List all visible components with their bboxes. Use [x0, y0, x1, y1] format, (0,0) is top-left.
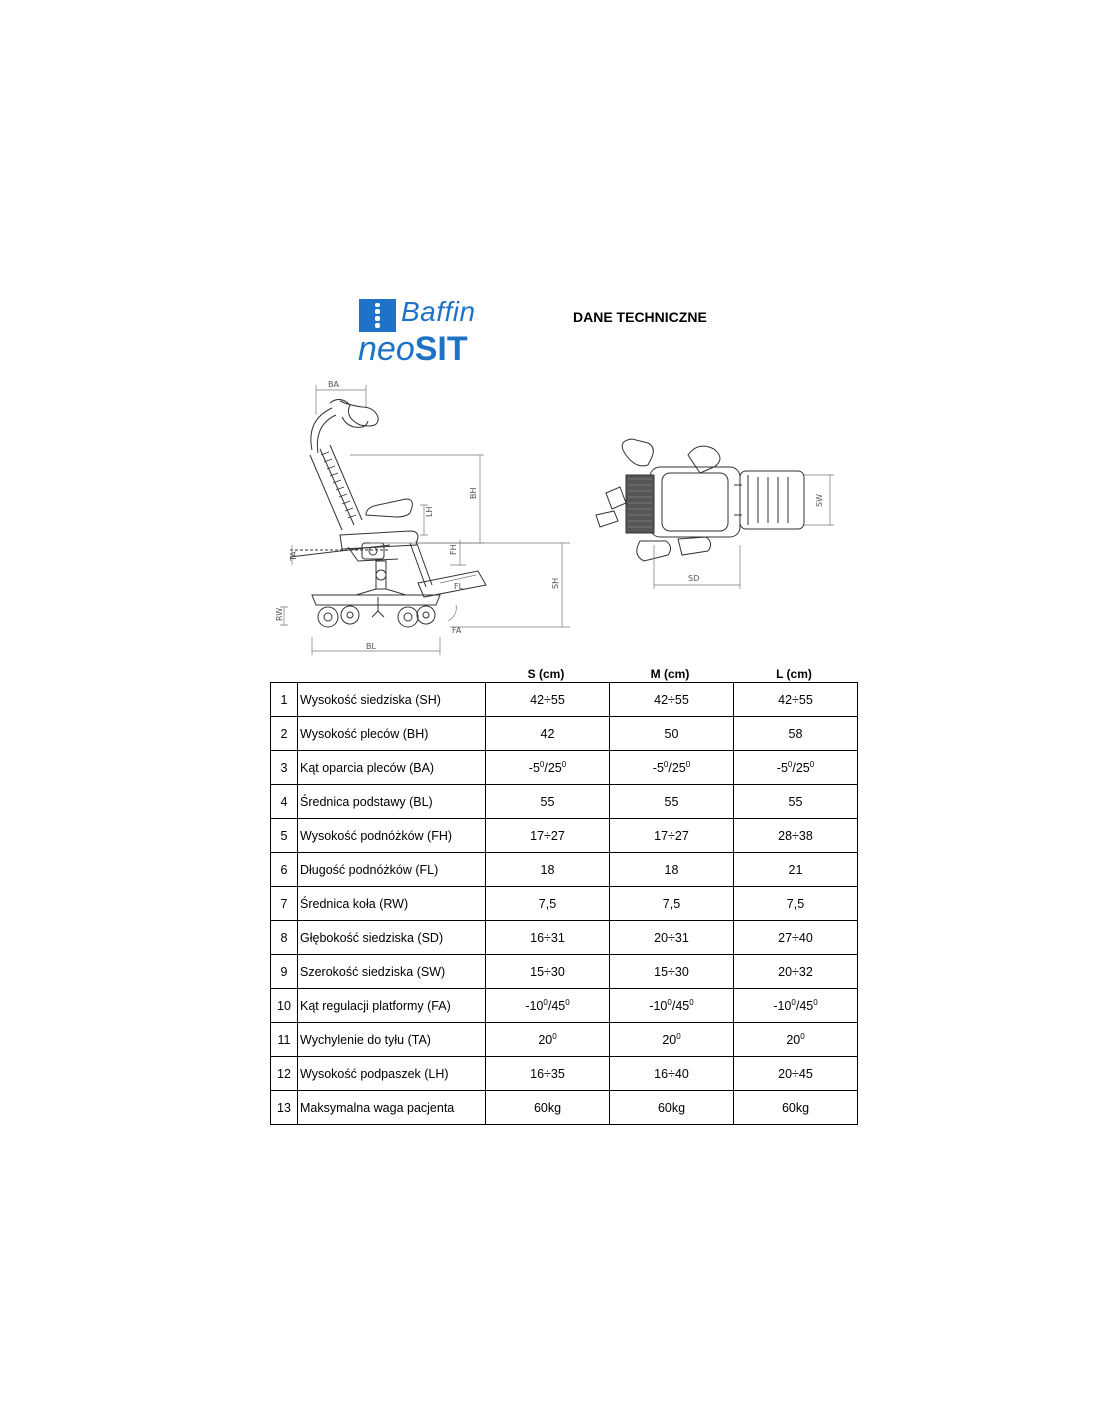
row-number: 2 — [271, 717, 298, 751]
label-fl: FL — [454, 582, 464, 591]
value-m: 55 — [610, 785, 734, 819]
value-l: 28÷38 — [734, 819, 858, 853]
value-m: 60kg — [610, 1091, 734, 1125]
param-name: Maksymalna waga pacjenta — [298, 1091, 486, 1125]
param-name: Wychylenie do tyłu (TA) — [298, 1023, 486, 1057]
value-l: 21 — [734, 853, 858, 887]
table-row — [271, 1057, 858, 1091]
row-number: 8 — [271, 921, 298, 955]
table-row — [271, 751, 858, 785]
param-name: Kąt regulacji platformy (FA) — [298, 989, 486, 1023]
value-m: 50 — [610, 717, 734, 751]
param-name: Wysokość podnóżków (FH) — [298, 819, 486, 853]
value-s: $20^0$ — [486, 1023, 610, 1057]
value-m: 16÷40 — [610, 1057, 734, 1091]
value-m: 42÷55 — [610, 683, 734, 717]
param-name: Wysokość podpaszek (LH) — [298, 1057, 486, 1091]
param-name: Długość podnóżków (FL) — [298, 853, 486, 887]
brand-neosit: neoSIT — [358, 330, 468, 368]
table-row — [271, 819, 858, 853]
col-header-m: M (cm) — [650, 667, 690, 681]
table-row — [271, 1091, 858, 1125]
col-header-l: L (cm) — [776, 667, 812, 681]
label-bh: BH — [469, 487, 478, 499]
table-row — [271, 1023, 858, 1057]
spine-logo-icon — [359, 299, 396, 332]
value-s: 60kg — [486, 1091, 610, 1125]
value-s: 42÷55 — [486, 683, 610, 717]
value-m: 18 — [610, 853, 734, 887]
table-row — [271, 989, 858, 1023]
brand-baffin: Baffin — [401, 296, 476, 327]
value-l: $-10^0/45^0$ — [734, 989, 858, 1023]
table-row — [271, 785, 858, 819]
value-m: 17÷27 — [610, 819, 734, 853]
value-m: $-5^0/25^0$ — [610, 751, 734, 785]
label-fh: FH — [449, 544, 458, 555]
label-fa: FA — [452, 626, 462, 635]
value-l: 20÷32 — [734, 955, 858, 989]
spec-table — [270, 682, 858, 1125]
value-l: 20÷45 — [734, 1057, 858, 1091]
value-m: $-10^0/45^0$ — [610, 989, 734, 1023]
value-s: 16÷31 — [486, 921, 610, 955]
label-ba: BA — [328, 380, 339, 389]
row-number: 10 — [271, 989, 298, 1023]
row-number: 3 — [271, 751, 298, 785]
row-number: 5 — [271, 819, 298, 853]
value-l: 58 — [734, 717, 858, 751]
param-name: Wysokość siedziska (SH) — [298, 683, 486, 717]
value-s: 42 — [486, 717, 610, 751]
value-l: $20^0$ — [734, 1023, 858, 1057]
param-name: Średnica podstawy (BL) — [298, 785, 486, 819]
row-number: 6 — [271, 853, 298, 887]
label-lh: LH — [425, 506, 434, 517]
param-name: Głębokość siedziska (SD) — [298, 921, 486, 955]
label-bl: BL — [366, 642, 376, 651]
table-row — [271, 887, 858, 921]
param-name: Średnica koła (RW) — [298, 887, 486, 921]
value-m: 20÷31 — [610, 921, 734, 955]
value-l: 60kg — [734, 1091, 858, 1125]
table-row — [271, 921, 858, 955]
param-name: Kąt oparcia pleców (BA) — [298, 751, 486, 785]
row-number: 7 — [271, 887, 298, 921]
param-name: Wysokość pleców (BH) — [298, 717, 486, 751]
row-number: 9 — [271, 955, 298, 989]
page-title: DANE TECHNICZNE — [573, 309, 707, 325]
row-number: 13 — [271, 1091, 298, 1125]
value-l: $-5^0/25^0$ — [734, 751, 858, 785]
row-number: 4 — [271, 785, 298, 819]
value-s: $-10^0/45^0$ — [486, 989, 610, 1023]
chair-diagram — [270, 375, 870, 665]
value-s: 55 — [486, 785, 610, 819]
row-number: 11 — [271, 1023, 298, 1057]
value-s: 15÷30 — [486, 955, 610, 989]
value-m: $20^0$ — [610, 1023, 734, 1057]
value-s: 16÷35 — [486, 1057, 610, 1091]
value-l: 27÷40 — [734, 921, 858, 955]
value-m: 7,5 — [610, 887, 734, 921]
table-row — [271, 853, 858, 887]
value-l: 42÷55 — [734, 683, 858, 717]
value-l: 7,5 — [734, 887, 858, 921]
value-m: 15÷30 — [610, 955, 734, 989]
value-s: 18 — [486, 853, 610, 887]
param-name: Szerokość siedziska (SW) — [298, 955, 486, 989]
table-row — [271, 955, 858, 989]
value-s: 17÷27 — [486, 819, 610, 853]
row-number: 1 — [271, 683, 298, 717]
label-ta: TA — [289, 551, 298, 561]
table-row — [271, 717, 858, 751]
value-s: $-5^0/25^0$ — [486, 751, 610, 785]
label-sw: SW — [815, 494, 824, 507]
value-l: 55 — [734, 785, 858, 819]
brand-logo — [356, 296, 496, 368]
row-number: 12 — [271, 1057, 298, 1091]
value-s: 7,5 — [486, 887, 610, 921]
label-sh: SH — [551, 577, 560, 589]
col-header-s: S (cm) — [527, 667, 565, 681]
table-row — [271, 683, 858, 717]
technical-drawing — [270, 375, 870, 665]
label-sd: SD — [688, 574, 700, 583]
label-rw: RW — [275, 607, 284, 621]
